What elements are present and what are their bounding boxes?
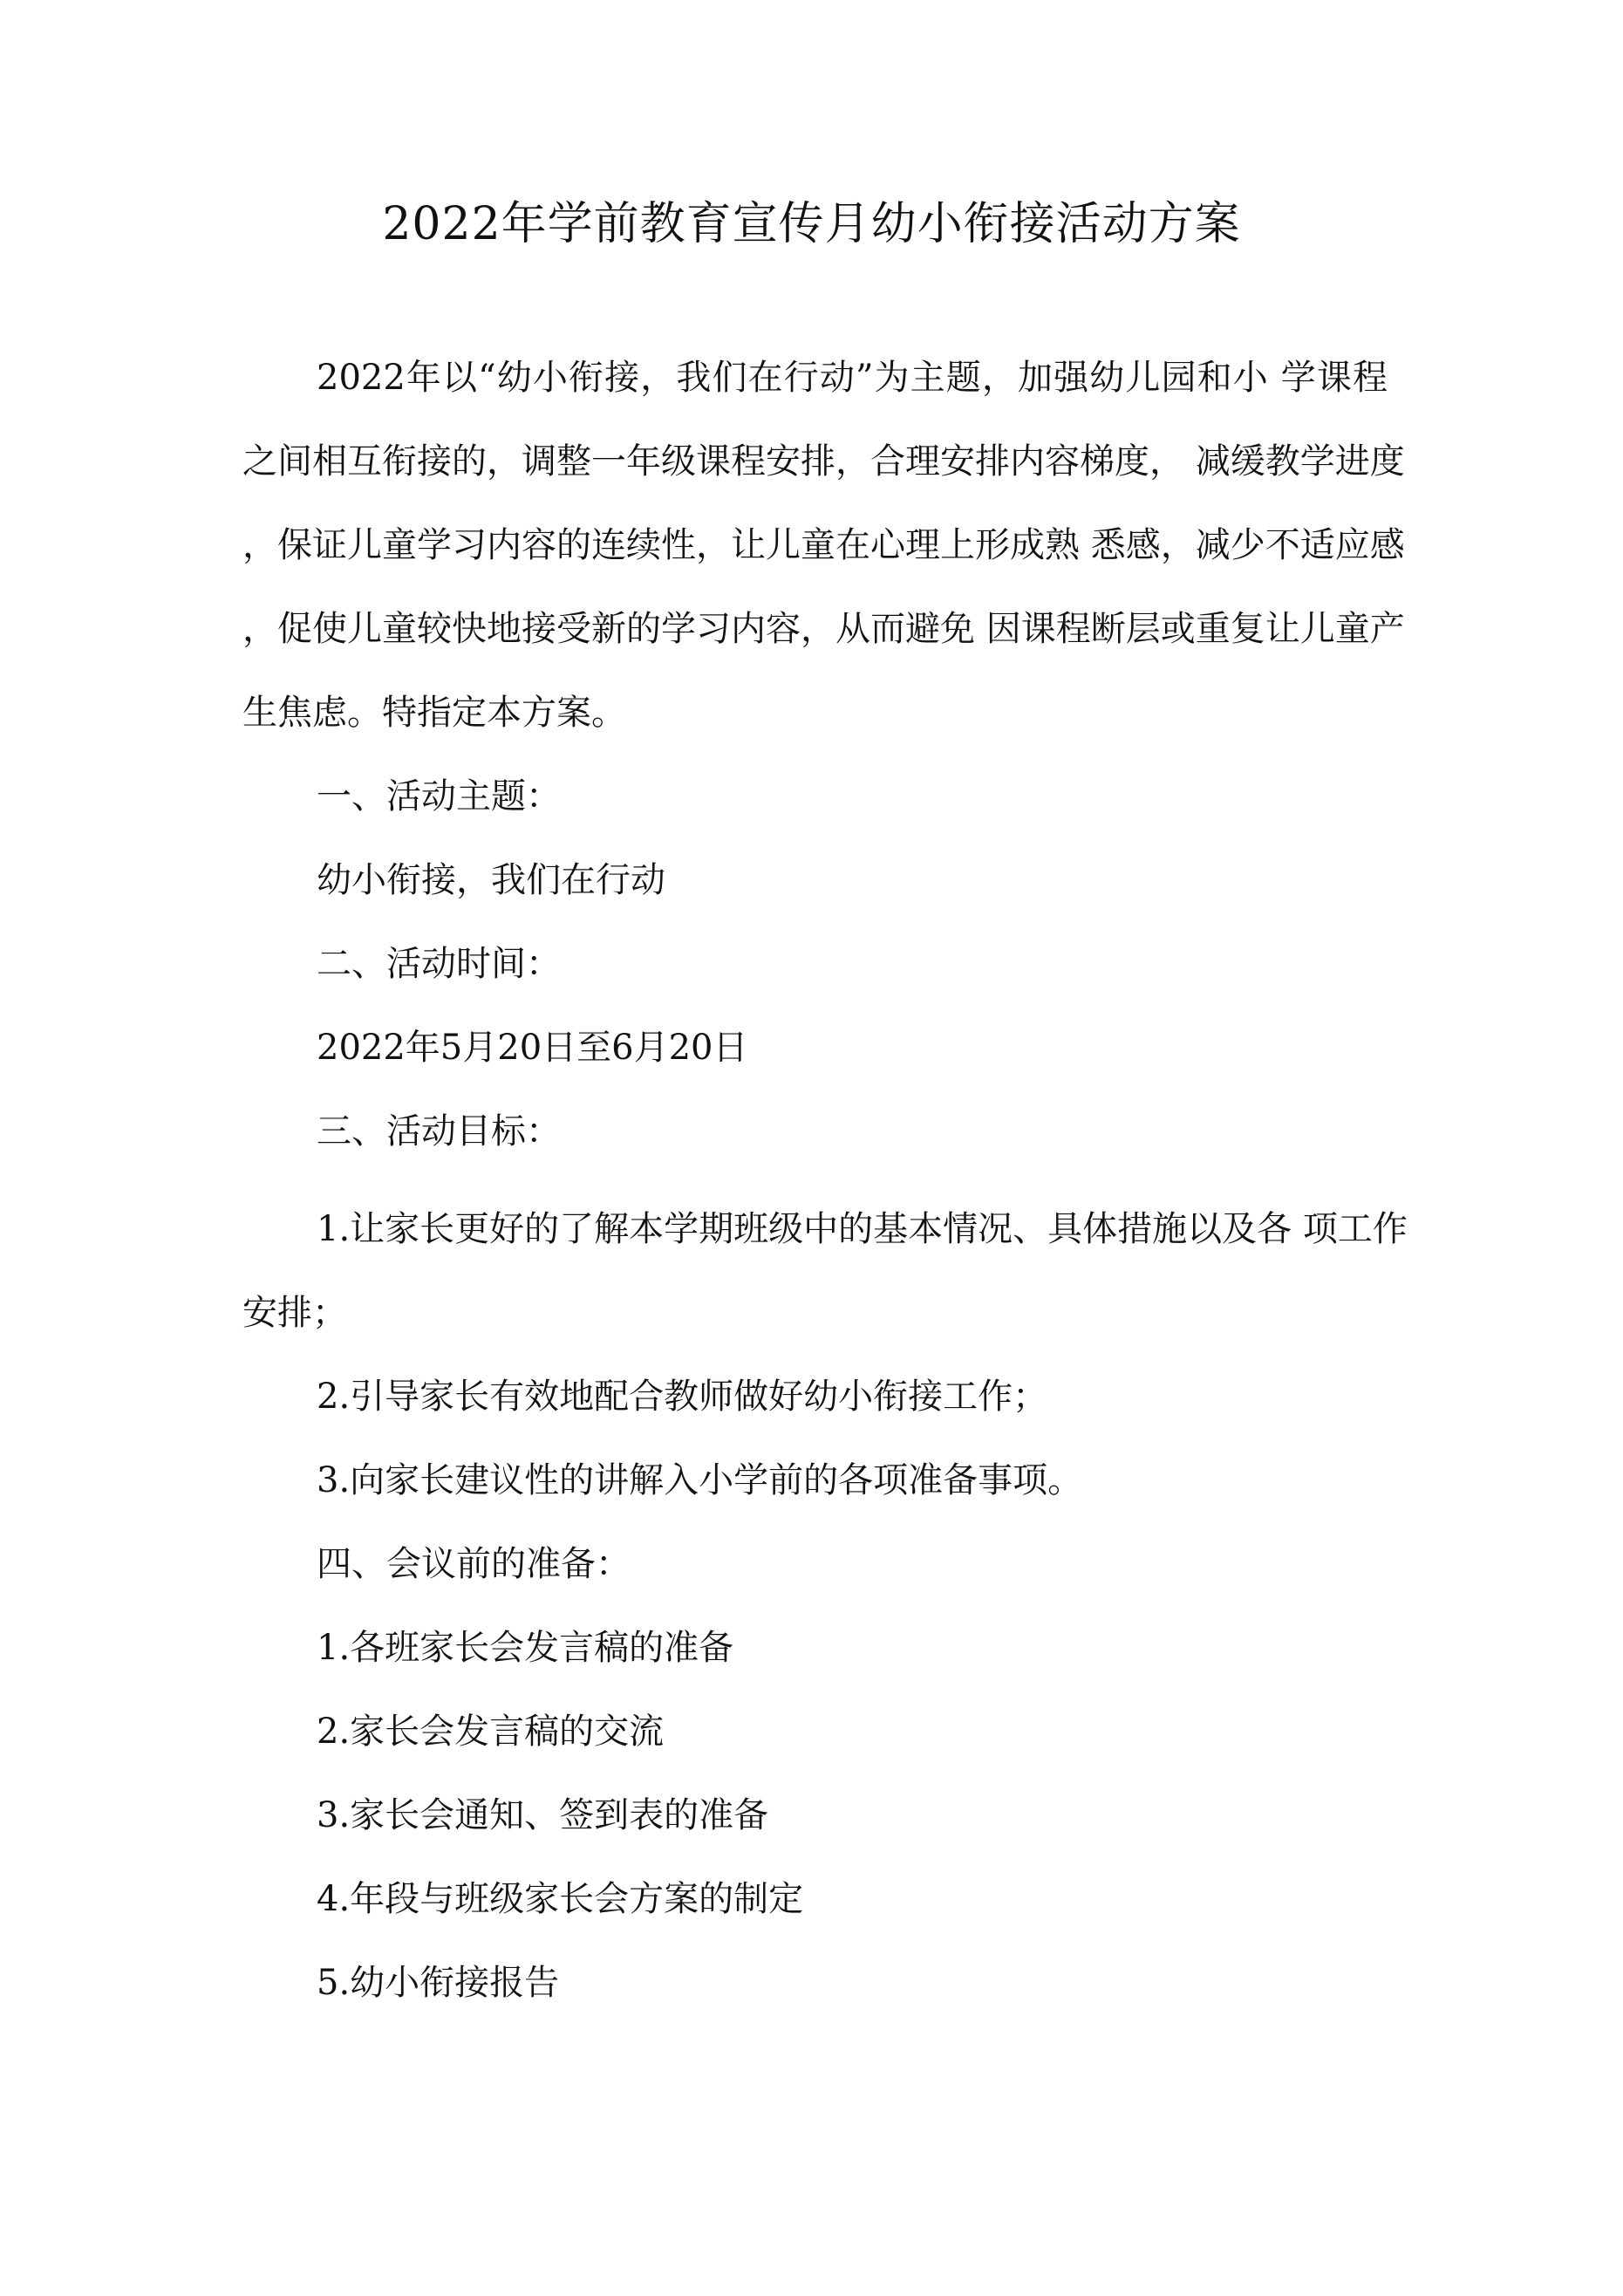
section-3-heading: 三、活动目标：	[317, 1111, 561, 1151]
intro-line-1: 2022年以“幼小衔接，我们在行动”为主题，加强幼儿园和小 学课程	[317, 358, 1388, 398]
section-2-heading: 二、活动时间：	[317, 944, 561, 984]
intro-line-3: ，保证儿童学习内容的连续性，让儿童在心理上形成熟 悉感，减少不适应感	[242, 525, 1405, 565]
intro-line-4: ，促使儿童较快地接受新的学习内容，从而避免 因课程断层或重复让儿童产	[242, 609, 1405, 649]
section-4-item-4: 4.年段与班级家长会方案的制定	[317, 1879, 804, 1919]
section-3-item-3: 3.向家长建议性的讲解入小学前的各项准备事项。	[317, 1460, 1083, 1500]
section-3-item-2: 2.引导家长有效地配合教师做好幼小衔接工作；	[317, 1377, 1048, 1417]
intro-line-2: 之间相互衔接的，调整一年级课程安排，合理安排内容梯度， 减缓教学进度	[242, 441, 1405, 482]
section-3-item-1-line-1: 1.让家长更好的了解本学期班级中的基本情况、具体措施以及各 项工作	[317, 1209, 1408, 1249]
section-1-content: 幼小衔接，我们在行动	[317, 860, 665, 900]
section-2-content: 2022年5月20日至6月20日	[317, 1028, 748, 1068]
section-4-item-3: 3.家长会通知、签到表的准备	[317, 1795, 769, 1835]
section-3-item-1-line-2: 安排；	[242, 1293, 347, 1333]
intro-line-5: 生焦虑。特指定本方案。	[242, 693, 626, 733]
section-1-heading: 一、活动主题：	[317, 776, 561, 817]
section-4-item-5: 5.幼小衔接报告	[317, 1963, 560, 2003]
section-4-heading: 四、会议前的准备：	[317, 1544, 631, 1584]
section-4-item-1: 1.各班家长会发言稿的准备	[317, 1628, 734, 1668]
document-title: 2022年学前教育宣传月幼小衔接活动方案	[382, 198, 1241, 250]
section-4-item-2: 2.家长会发言稿的交流	[317, 1712, 665, 1752]
